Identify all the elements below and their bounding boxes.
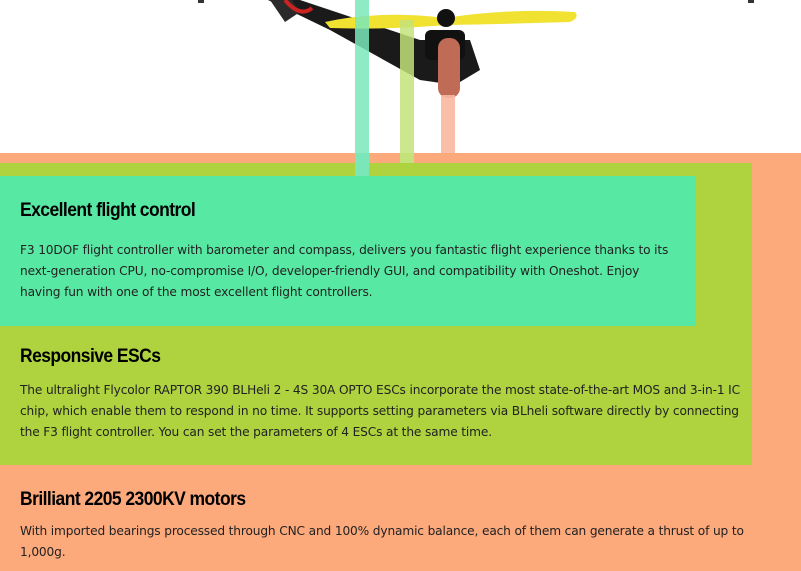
section-escs — [20, 346, 740, 443]
beam-teal-extension — [355, 153, 369, 176]
section-title: Excellent flight control — [20, 200, 196, 221]
beam-teal — [355, 0, 369, 160]
section-flight-control — [20, 200, 680, 303]
beam-green-extension — [400, 153, 414, 163]
section-title: Brilliant 2205 2300KV motors — [20, 489, 246, 510]
beam-green — [400, 20, 414, 160]
frame-edge-left — [198, 0, 204, 3]
section-body: With imported bearings processed through CNC and 100% dynamic balance, each of them can generate a thrust of up to 1,000g. — [20, 524, 744, 559]
product-hero-image — [0, 0, 801, 160]
frame-edge-right — [748, 0, 754, 3]
motor-mount — [438, 38, 460, 98]
quadcopter-illustration — [0, 0, 801, 160]
section-motors — [20, 489, 790, 563]
section-body: F3 10DOF flight controller with barometer and compass, delivers you fantastic flight experience thanks to its next-generation CPU, no-compromise I/O, developer-friendly GUI, and compatibility with Oneshot. Enjoy having fun with one of the most excellent flight controllers. — [20, 243, 669, 299]
propeller-hub — [437, 9, 455, 27]
section-title: Responsive ESCs — [20, 346, 161, 367]
section-body: The ultralight Flycolor RAPTOR 390 BLHeli 2 - 4S 30A OPTO ESCs incorporate the most state-of-the-art MOS and 3-in-1 IC chip, which enable them to respond in no time. It supports setting parameters via BLheli software directly by connecting the F3 flight controller. You can set the parameters of 4 ESCs at the same time. — [20, 383, 740, 439]
beam-orange — [441, 95, 455, 160]
